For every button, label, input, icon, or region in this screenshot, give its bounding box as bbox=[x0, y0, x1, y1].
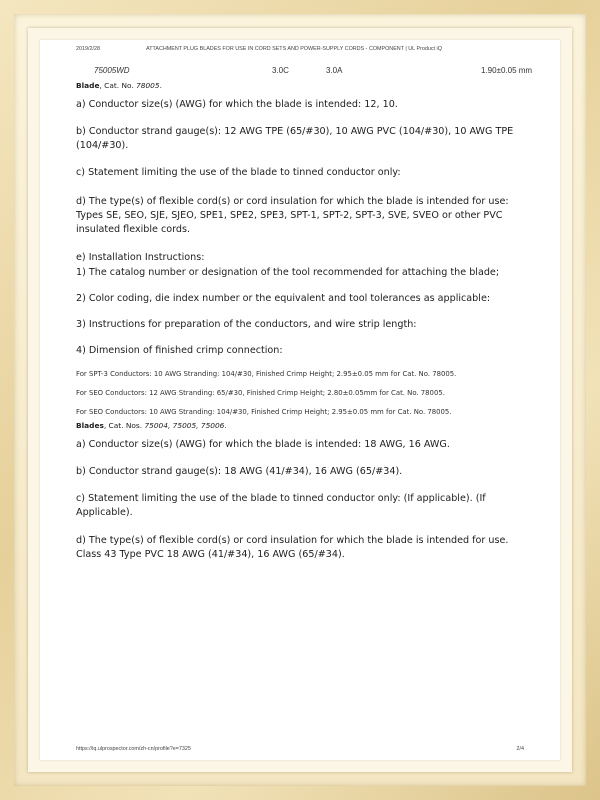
table-cell-col3: 1.90±0.05 mm bbox=[481, 66, 533, 75]
blade-heading: Blade, Cat. No. 78005. bbox=[76, 81, 162, 90]
s1-item-e1: 1) The catalog number or designation of the tool recommended for attaching the blade; bbox=[76, 267, 500, 278]
table-cell-col2: 3.0A bbox=[326, 66, 343, 75]
s2-item-a: a) Conductor size(s) (AWG) for which the blade is intended: 18 AWG, 16 AWG. bbox=[76, 439, 450, 450]
blades-heading bbox=[76, 420, 521, 432]
crimp-line-3: For SEO Conductors: 10 AWG Stranding: 104/#30, Finished Crimp Height; 2.95±0.05 mm for Cat. No. 78005. bbox=[76, 408, 452, 416]
table-cell-cat: 75005WD bbox=[94, 66, 130, 75]
s2-item-b: b) Conductor strand gauge(s): 18 AWG (41/#34), 16 AWG (65/#34). bbox=[76, 466, 403, 477]
s2-item-c: c) Statement limiting the use of the blade to tinned conductor only: (If applicable). (If Applicable). bbox=[76, 493, 486, 518]
footer-url: https://iq.ulprospector.com/zh-cn/profile?e=7325 bbox=[76, 746, 191, 752]
s1-item-e: e) Installation Instructions: bbox=[76, 252, 205, 263]
header-date: 2019/2/28 bbox=[76, 46, 100, 52]
s1-item-e2: 2) Color coding, die index number or the equivalent and tool tolerances as applicable: bbox=[76, 293, 491, 304]
blades-cat-prefix: , Cat. Nos. bbox=[103, 421, 145, 430]
blades-label: Blades bbox=[76, 421, 104, 430]
crimp-line-2: For SEO Conductors: 12 AWG Stranding: 65/#30, Finished Crimp Height; 2.80±0.05mm for Cat. No. 78005. bbox=[76, 389, 445, 397]
footer-page-number: 2/4 bbox=[516, 746, 524, 752]
s1-item-d: d) The type(s) of flexible cord(s) or cord insulation for which the blade is intended for use: Types SE, SEO, SJE, SJEO, SPE1, SPE2, SPE3, SPT-1, SPT-2, SPT-3, SVE, SVEO or other PVC insulated flexible cords. bbox=[76, 196, 509, 235]
blades-end: . bbox=[224, 421, 227, 430]
s1-item-c: c) Statement limiting the use of the blade to tinned conductor only: bbox=[76, 167, 401, 178]
document-page bbox=[40, 40, 560, 760]
blade-cat-prefix: , Cat. No. bbox=[99, 81, 137, 90]
blades-cat-numbers: 75004, 75005, 75006 bbox=[144, 421, 225, 430]
blade-cat-number: 78005 bbox=[136, 81, 160, 90]
blade-label: Blade bbox=[76, 81, 100, 90]
crimp-line-1: For SPT-3 Conductors: 10 AWG Stranding: 104/#30, Finished Crimp Height; 2.95±0.05 mm for Cat. No. 78005. bbox=[76, 370, 457, 378]
s1-item-a: a) Conductor size(s) (AWG) for which the blade is intended: 12, 10. bbox=[76, 99, 398, 110]
s1-item-e3: 3) Instructions for preparation of the conductors, and wire strip length: bbox=[76, 319, 417, 330]
document-body bbox=[76, 80, 521, 562]
table-cell-col1: 3.0C bbox=[272, 66, 289, 75]
s2-item-d: d) The type(s) of flexible cord(s) or cord insulation for which the blade is intended for use. Class 43 Type PVC 18 AWG (41/#34), 16 AWG (65/#34). bbox=[76, 535, 509, 560]
s1-item-e4: 4) Dimension of finished crimp connection: bbox=[76, 345, 283, 356]
s1-item-b: b) Conductor strand gauge(s): 12 AWG TPE (65/#30), 10 AWG PVC (104/#30), 10 AWG TPE (104/#30). bbox=[76, 126, 514, 151]
header-title: ATTACHMENT PLUG BLADES FOR USE IN CORD SETS AND POWER-SUPPLY CORDS - COMPONENT | UL Product iQ bbox=[146, 46, 442, 52]
